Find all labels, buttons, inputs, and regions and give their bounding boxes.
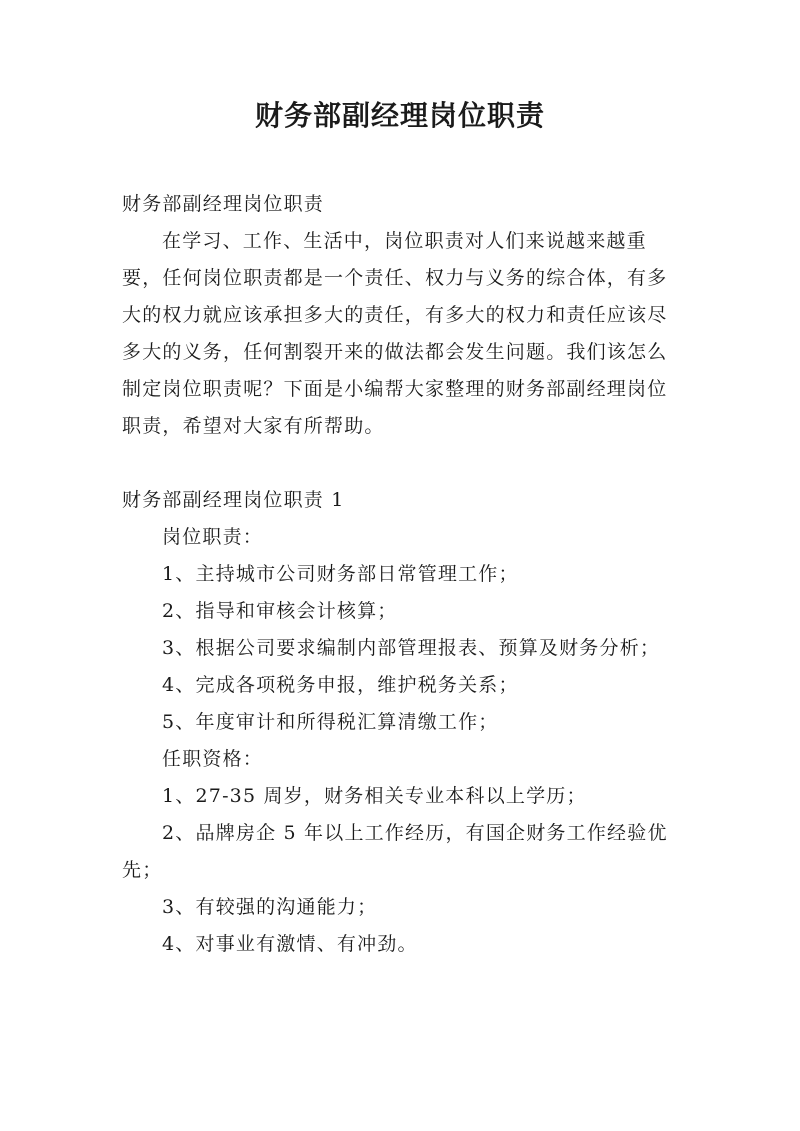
duty-item: 3、根据公司要求编制内部管理报表、预算及财务分析； xyxy=(162,637,661,659)
document-body xyxy=(122,186,682,963)
duty-item: 4、完成各项税务申报，维护税务关系； xyxy=(162,674,519,696)
duties-heading: 岗位职责： xyxy=(162,526,264,548)
section-heading: 财务部副经理岗位职责 1 xyxy=(122,489,345,511)
duty-item: 2、指导和审核会计核算； xyxy=(162,600,398,622)
qualification-item: 4、对事业有激情、有冲劲。 xyxy=(162,933,418,955)
page-title: 财务部副经理岗位职责 xyxy=(254,99,545,132)
duty-item: 5、年度审计和所得税汇算清缴工作； xyxy=(162,711,499,733)
paragraph-spacer xyxy=(122,445,682,482)
qualification-item: 2、品牌房企 5 年以上工作经历，有国企财务工作经验优先； xyxy=(122,822,668,881)
intro-paragraph: 在学习、工作、生活中，岗位职责对人们来说越来越重要，任何岗位职责都是一个责任、权力与义务的综合体，有多大的权力就应该承担多大的责任，有多大的权力和责任应该尽多大的义务，任何割裂开来的做法都会发生问题。我们该怎么制定岗位职责呢？下面是小编帮大家整理的财务部副经理岗位职责，希望对大家有所帮助。 xyxy=(122,230,668,437)
qualification-item: 3、有较强的沟通能力； xyxy=(162,896,378,918)
subtitle: 财务部副经理岗位职责 xyxy=(122,193,325,215)
duty-item: 1、主持城市公司财务部日常管理工作； xyxy=(162,563,519,585)
qualification-item: 1、27-35 周岁，财务相关专业本科以上学历； xyxy=(162,785,587,807)
qualifications-heading: 任职资格： xyxy=(162,748,264,770)
